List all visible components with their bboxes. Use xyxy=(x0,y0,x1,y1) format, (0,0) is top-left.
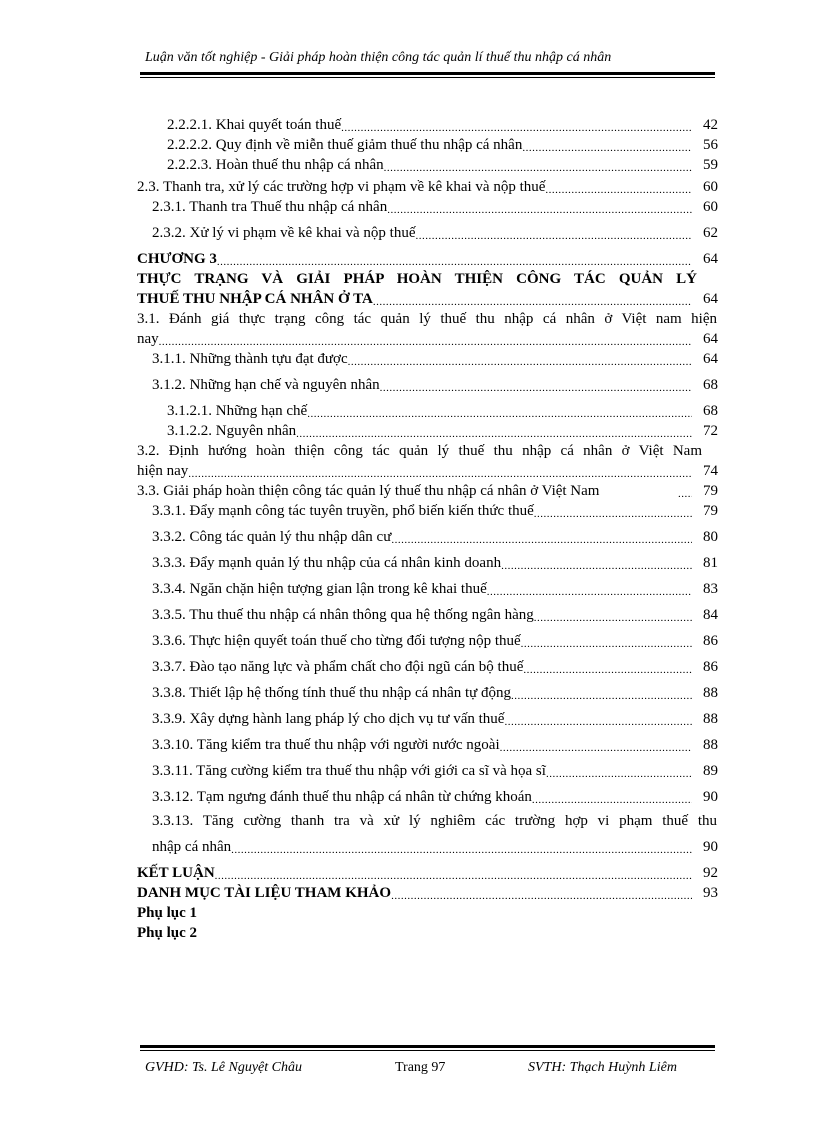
toc-entry-appendix-2: Phụ lục 2 xyxy=(137,925,198,941)
toc-entry-3-3-12: 3.3.12. Tạm ngưng đánh thuế thu nhập cá nhân từ chứng khoán ..... 90 xyxy=(137,786,722,806)
toc-entry-2-2-2-1: 2.2.2.1. Khai quyết toán thuế ..... 42 xyxy=(137,114,722,134)
running-header: Luận văn tốt nghiệp - Giải pháp hoàn thiện công tác quản lí thuế thu nhập cá nhân xyxy=(145,50,612,65)
toc-page-number: 60 xyxy=(703,199,718,215)
toc-page-number: 86 xyxy=(703,659,718,675)
toc-chapter-3-title-line1: THỰC TRẠNG VÀ GIẢI PHÁP HOÀN THIỆN CÔNG TÁC QUẢN LÝ xyxy=(137,271,697,287)
toc-page-number: 64 xyxy=(703,251,718,267)
toc-entry-3-1-1: 3.1.1. Những thành tựu đạt được ..... 64 xyxy=(137,348,722,368)
toc-entry-3-1-2: 3.1.2. Những hạn chế và nguyên nhân ..... 68 xyxy=(137,374,722,394)
toc-page-number: 64 xyxy=(703,331,718,347)
toc-page-number: 83 xyxy=(703,581,718,597)
toc-page-number: 86 xyxy=(703,633,718,649)
toc-page-number: 90 xyxy=(703,839,718,855)
toc-page-number: 89 xyxy=(703,763,718,779)
toc-entry-conclusion: KẾT LUẬN ..... 92 xyxy=(137,862,722,882)
toc-page-number: 93 xyxy=(703,885,718,901)
header-rule-thin xyxy=(140,77,715,78)
toc-entry-appendix-1: Phụ lục 1 xyxy=(137,905,198,921)
footer-page-number: Trang 97 xyxy=(395,1060,446,1075)
toc-page-number: 88 xyxy=(703,711,718,727)
toc-entry-3-1-line2: nay ..... 64 xyxy=(137,328,722,348)
toc-page-number: 88 xyxy=(703,737,718,753)
toc-page-number: 59 xyxy=(703,157,718,173)
toc-page-number: 81 xyxy=(703,555,718,571)
footer-student: SVTH: Thạch Huỳnh Liêm xyxy=(528,1060,677,1075)
toc-page-number: 60 xyxy=(703,179,718,195)
toc-entry-chapter-3: CHƯƠNG 3 ..... 64 xyxy=(137,248,722,268)
toc-entry-3-3-5: 3.3.5. Thu thuế thu nhập cá nhân thông qua hệ thống ngân hàng ..... 84 xyxy=(137,604,722,624)
toc-page-number: 79 xyxy=(703,503,718,519)
toc-page-number: 90 xyxy=(703,789,718,805)
header-rule-thick xyxy=(140,72,715,75)
toc-entry-3-3-10: 3.3.10. Tăng kiểm tra thuế thu nhập với người nước ngoài ..... 88 xyxy=(137,734,722,754)
toc-page-number: 80 xyxy=(703,529,718,545)
toc-entry-2-2-2-2: 2.2.2.2. Quy định về miễn thuế giảm thuế thu nhập cá nhân ..... 56 xyxy=(137,134,722,154)
toc-entry-3-3-6: 3.3.6. Thực hiện quyết toán thuế cho từng đối tượng nộp thuế ..... 86 xyxy=(137,630,722,650)
toc-entry-3-1-2-1: 3.1.2.1. Những hạn chế ..... 68 xyxy=(137,400,722,420)
toc-entry-3-3-2: 3.3.2. Công tác quản lý thu nhập dân cư ..... 80 xyxy=(137,526,722,546)
toc-entry-3-3-9: 3.3.9. Xây dựng hành lang pháp lý cho dịch vụ tư vấn thuế ..... 88 xyxy=(137,708,722,728)
toc-entry-3-3-3: 3.3.3. Đẩy mạnh quản lý thu nhập của cá nhân kinh doanh ..... 81 xyxy=(137,552,722,572)
toc-entry-3-3-4: 3.3.4. Ngăn chặn hiện tượng gian lận trong kê khai thuế ..... 83 xyxy=(137,578,722,598)
toc-page-number: 64 xyxy=(703,351,718,367)
toc-entry-3-1-2-2: 3.1.2.2. Nguyên nhân ..... 72 xyxy=(137,420,722,440)
footer-advisor: GVHD: Ts. Lê Nguyệt Châu xyxy=(145,1060,302,1075)
toc-entry-2-3-1: 2.3.1. Thanh tra Thuế thu nhập cá nhân ..... 60 xyxy=(137,196,722,216)
toc-entry-2-3: 2.3. Thanh tra, xử lý các trường hợp vi phạm về kê khai và nộp thuế ..... 60 xyxy=(137,176,722,196)
toc-entry-2-3-2: 2.3.2. Xử lý vi phạm về kê khai và nộp thuế ..... 62 xyxy=(137,222,722,242)
toc-entry-3-3-1: 3.3.1. Đẩy mạnh công tác tuyên truyền, phổ biến kiến thức thuế ..... 79 xyxy=(137,500,722,520)
toc-page-number: 72 xyxy=(703,423,718,439)
toc-page-number: 88 xyxy=(703,685,718,701)
toc-entry-3-1-line1: 3.1. Đánh giá thực trạng công tác quản lý thuế thu nhập cá nhân ở Việt nam hiện xyxy=(137,311,717,327)
footer-rule-thin xyxy=(140,1050,715,1051)
toc-chapter-3-title-line2: THUẾ THU NHẬP CÁ NHÂN Ở TA ..... 64 xyxy=(137,288,722,308)
toc-entry-3-3-8: 3.3.8. Thiết lập hệ thống tính thuế thu nhập cá nhân tự động ..... 88 xyxy=(137,682,722,702)
toc-page-number: 84 xyxy=(703,607,718,623)
toc-page-number: 68 xyxy=(703,403,718,419)
toc-entry-3-3-11: 3.3.11. Tăng cường kiểm tra thuế thu nhập với giới ca sĩ và họa sĩ ..... 89 xyxy=(137,760,722,780)
toc-entry-3-3-13-line2: nhập cá nhân ..... 90 xyxy=(137,836,722,856)
toc-page-number: 92 xyxy=(703,865,718,881)
toc-page-number: 74 xyxy=(703,463,718,479)
toc-page-number: 42 xyxy=(703,117,718,133)
toc-page-number: 56 xyxy=(703,137,718,153)
toc-entry-3-2-line2: hiện nay ..... 74 xyxy=(137,460,722,480)
toc-page-number: 64 xyxy=(703,291,718,307)
toc-page-number: 68 xyxy=(703,377,718,393)
toc-page-number: 62 xyxy=(703,225,718,241)
toc-entry-2-2-2-3: 2.2.2.3. Hoàn thuế thu nhập cá nhân ..... 59 xyxy=(137,154,722,174)
toc-entry-3-3-13-line1: 3.3.13. Tăng cường thanh tra và xử lý nghiêm các trường hợp vi phạm thuế thu xyxy=(152,813,717,829)
footer-rule-thick xyxy=(140,1045,715,1048)
toc-entry-3-3-7: 3.3.7. Đào tạo năng lực và phẩm chất cho đội ngũ cán bộ thuế ..... 86 xyxy=(137,656,722,676)
toc-entry-3-2-line1: 3.2. Định hướng hoàn thiện công tác quản lý thuế thu nhập cá nhân ở Việt Nam xyxy=(137,443,702,459)
toc-entry-3-3: 3.3. Giải pháp hoàn thiện công tác quản lý thuế thu nhập cá nhân ở Việt Nam ..... 79 xyxy=(137,480,722,500)
toc-entry-references: DANH MỤC TÀI LIỆU THAM KHẢO ..... 93 xyxy=(137,882,722,902)
toc-page-number: 79 xyxy=(703,483,718,499)
